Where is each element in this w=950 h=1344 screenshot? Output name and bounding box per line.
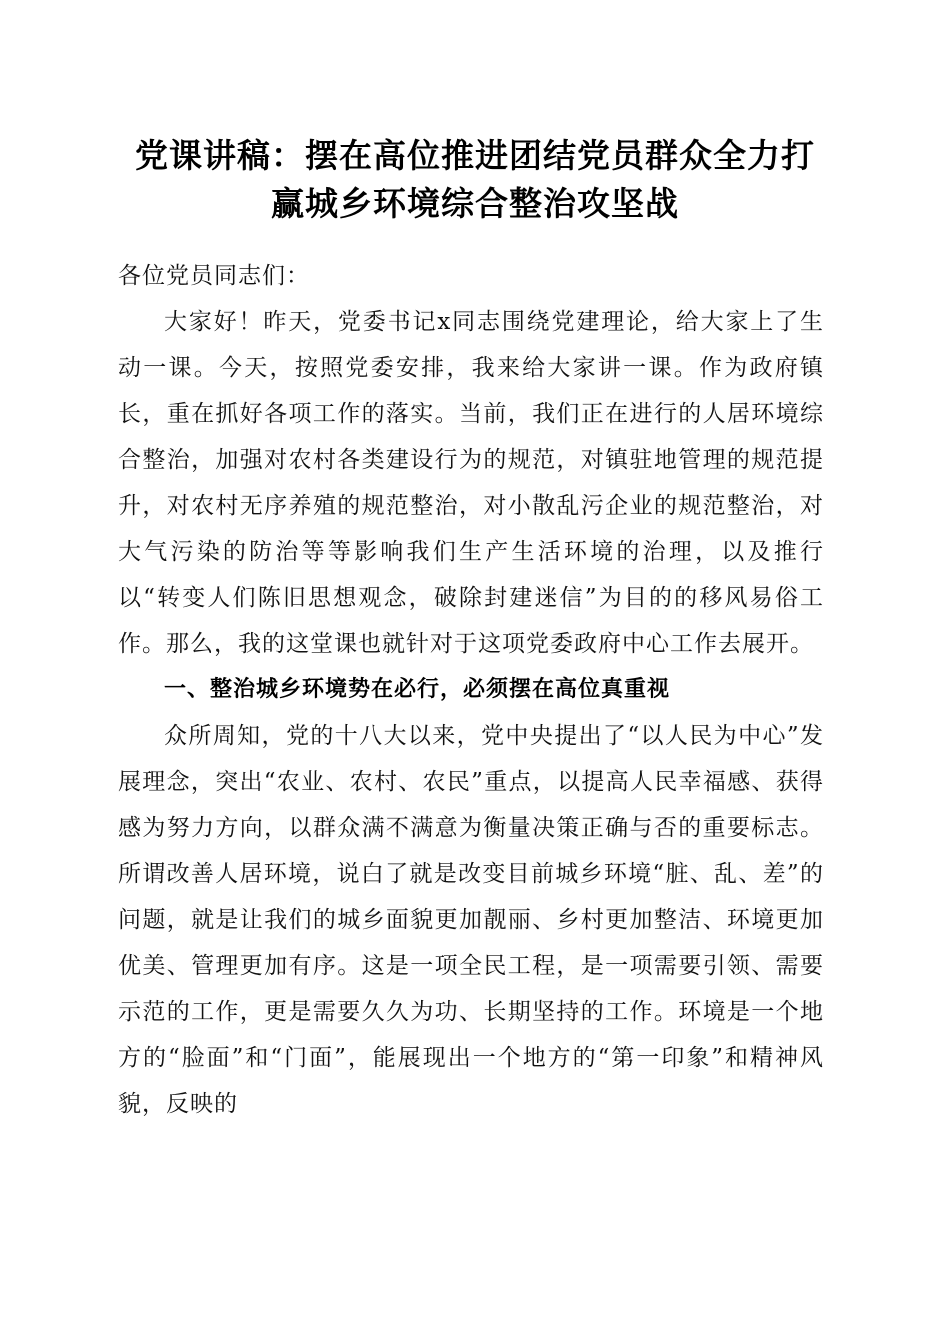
title-line-2: 赢城乡环境综合整治攻坚战 — [271, 184, 679, 223]
paragraph-section-1: 众所周知，党的十八大以来，党中央提出了“以人民为中心”发展理念，突出“农业、农村、农民”重点，以提高人民幸福感、获得感为努力方向，以群众满不满意为衡量决策正确与否的重要标志。所谓改善人居环境，说白了就是改变目前城乡环境“脏、乱、差”的问题，就是让我们的城乡面貌更加靓丽、乡村更加整洁、环境更加优美、管理更加有序。这是一项全民工程，是一项需要引领、需要示范的工作，更是需要久久为功、长期坚持的工作。环境是一个地方的“脸面”和“门面”，能展现出一个地方的“第一印象”和精神风貌，反映的 — [118, 723, 824, 1117]
document-title — [100, 132, 850, 228]
document-body — [118, 253, 824, 1127]
paragraph-intro: 大家好！昨天，党委书记x同志围绕党建理论，给大家上了生动一课。今天，按照党委安排，我来给大家讲一课。作为政府镇长，重在抓好各项工作的落实。当前，我们正在进行的人居环境综合整治，加强对农村各类建设行为的规范，对镇驻地管理的规范提升，对农村无序养殖的规范整治，对小散乱污企业的规范整治，对大气污染的防治等等影响我们生产生活环境的治理，以及推行以“转变人们陈旧思想观念，破除封建迷信”为目的的移风易俗工作。那么，我的这堂课也就针对于这项党委政府中心工作去展开。 — [118, 309, 824, 657]
salutation: 各位党员同志们： — [118, 263, 310, 289]
section-heading-1: 一、整治城乡环境势在必行，必须摆在高位真重视 — [164, 677, 671, 702]
title-line-1: 党课讲稿：摆在高位推进团结党员群众全力打 — [135, 136, 815, 175]
